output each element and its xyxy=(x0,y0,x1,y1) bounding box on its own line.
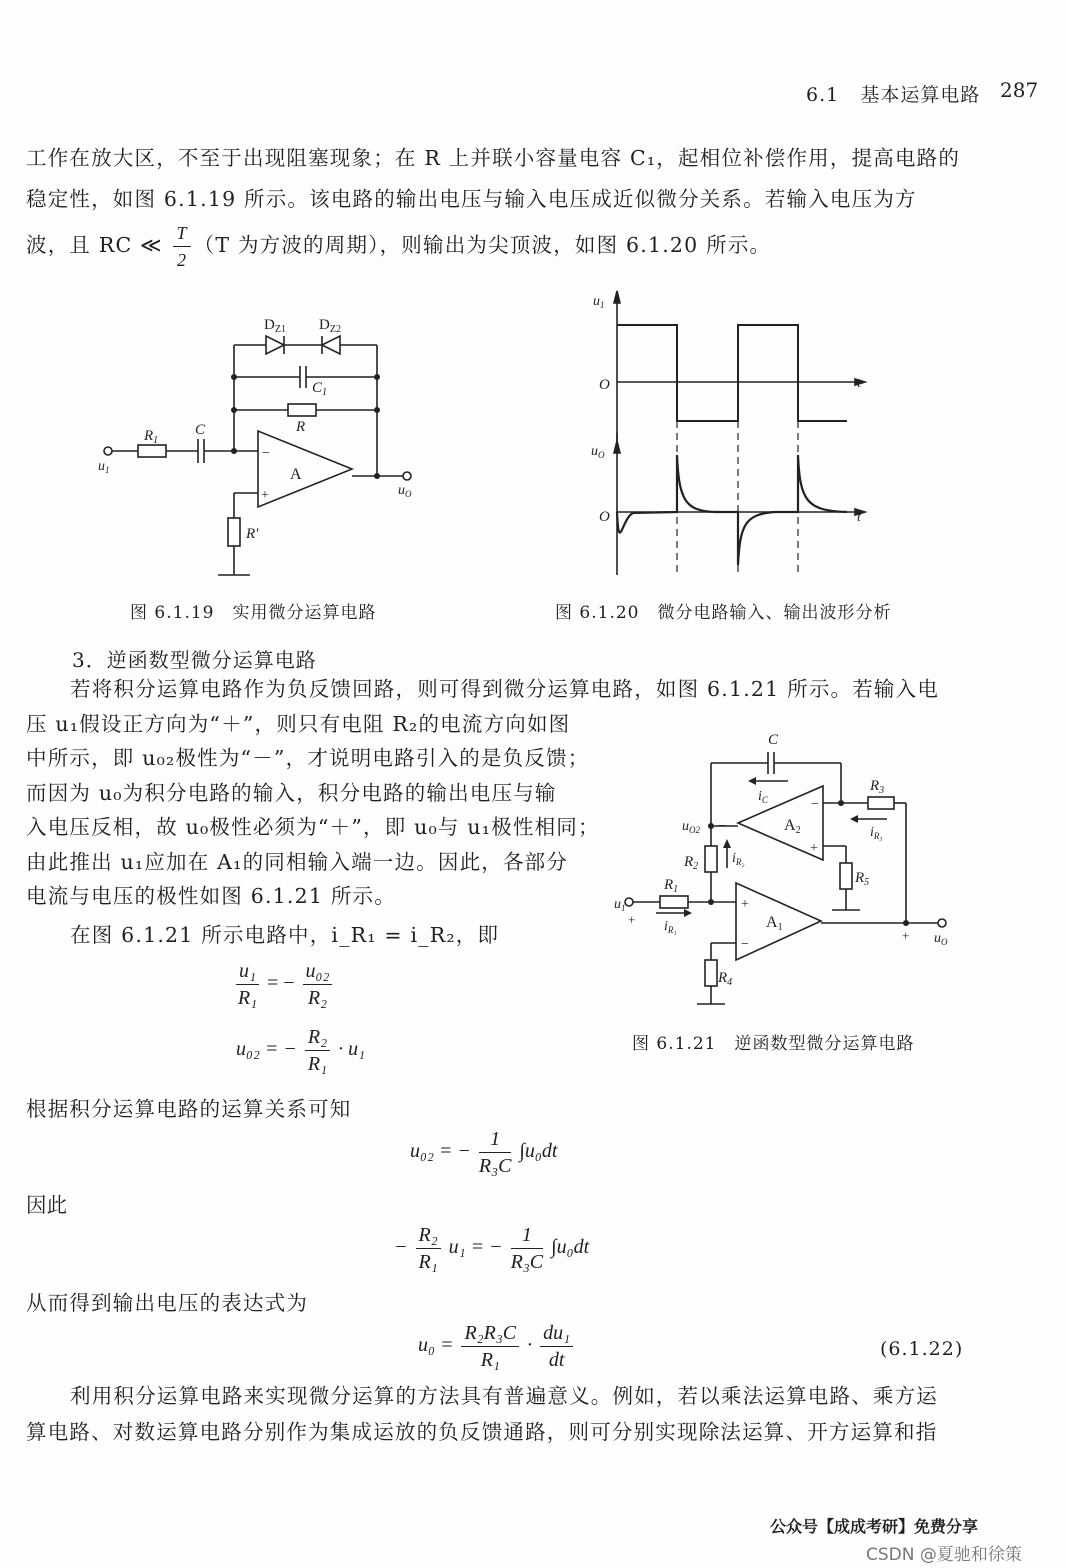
para1-line3: 波，且 RC ≪ $\frac{T}{2}$ （T 为方波的周期），则输出为尖顶波，如图 6.1.20 所示。 xyxy=(26,220,976,273)
label-dz1: $D_{Z1}$ xyxy=(264,317,286,335)
paragraph-3 xyxy=(26,1378,976,1450)
label-c: C xyxy=(768,732,779,748)
label-c: C xyxy=(195,422,206,438)
csdn-watermark: CSDN @夏驰和徐策 xyxy=(866,1545,1022,1565)
para3-line1: 利用积分运算电路来实现微分运算的方法具有普遍意义。例如，若以乘法运算电路、乘方运 xyxy=(70,1384,938,1408)
para2-line7: 电流与电压的极性如图 6.1.21 所示。 xyxy=(26,884,396,908)
para1-line1: 工作在放大区，不至于出现阻塞现象；在 R 上并联小容量电容 C₁，起相位补偿作用，提高电路的 xyxy=(26,146,961,170)
uo2-minus: − xyxy=(718,819,726,834)
footer-share-text: 公众号【成成考研】免费分享 xyxy=(770,1517,979,1536)
text-hence: 因此 xyxy=(26,1193,67,1217)
caption-6-1-21: 图 6.1.21 逆函数型微分运算电路 xyxy=(632,1034,915,1054)
t-over-2: $\frac{T}{2}$ xyxy=(173,220,190,273)
label-a2: A2 xyxy=(784,817,801,836)
label-rprime: R′ xyxy=(246,526,259,542)
label-r4: $R_4$ xyxy=(718,970,733,988)
a2-plus: + xyxy=(810,841,818,856)
equation-4: − $\frac{\text{R₂}}{\text{R₁}}$ u₁ = − $\frac{1}{\text{R₃C}}$ ∫u₀dt xyxy=(394,1224,590,1273)
label-ic: $i_C$ xyxy=(758,789,768,805)
label-t-top: t xyxy=(857,376,861,391)
para3-line2: 算电路、对数运算电路分别作为集成运放的负反馈通路，则可分别实现除法运算、开方运算和指 xyxy=(26,1420,938,1444)
para2-line6: 由此推出 u₁应加在 A₁的同相输入端一边。因此，各部分 xyxy=(26,849,569,874)
label-u1: $u_1$ xyxy=(593,294,605,310)
equation-3: u₀₂ = − $\frac{1}{\text{R₃C}}$ ∫u₀dt xyxy=(410,1128,558,1177)
label-c1: $C_1$ xyxy=(312,380,328,398)
label-uo2: $u_{O2}$ xyxy=(682,819,700,835)
para2-line3: 中所示，即 u₀₂极性为“－”，才说明电路引入的是负反馈； xyxy=(26,746,590,770)
equation-5: u₀ = $\frac{\text{R₂R₃C}}{\text{R₁}}$ · $\frac{\text{du₁}}{dt}$ xyxy=(418,1320,576,1373)
label-uo: $u_O$ xyxy=(591,444,605,460)
label-ir2: $i_{R_2}$ xyxy=(732,851,745,867)
caption-6-1-19: 图 6.1.19 实用微分运算电路 xyxy=(130,603,377,623)
label-u1: $u_1$ xyxy=(98,459,110,475)
running-header xyxy=(806,80,980,107)
label-r3: $R_3$ xyxy=(870,778,885,796)
a2-minus: − xyxy=(811,797,819,812)
equation-number: (6.1.22) xyxy=(880,1338,964,1360)
page-number: 287 xyxy=(1000,78,1039,102)
label-origin-top: O xyxy=(599,377,610,393)
section-3-title: 3．逆函数型微分运算电路 xyxy=(72,648,317,672)
label-dz2: $D_{Z2}$ xyxy=(319,317,341,335)
figure-6-1-19-circuit xyxy=(90,300,430,585)
label-t-bottom: t xyxy=(857,510,861,525)
paragraph-1 xyxy=(26,138,976,273)
label-minus: − xyxy=(262,446,270,461)
uo-plus: + xyxy=(902,928,910,943)
label-amp: A xyxy=(290,466,302,483)
label-r1: $R_1$ xyxy=(144,428,159,446)
para1-line2: 稳定性，如图 6.1.19 所示。该电路的输出电压与输入电压成近似微分关系。若输入电压为方 xyxy=(26,187,917,211)
label-r1: $R_1$ xyxy=(664,877,679,895)
a1-minus: − xyxy=(741,937,749,952)
caption-6-1-20: 图 6.1.20 微分电路输入、输出波形分析 xyxy=(555,603,892,623)
para2-line2: 压 u₁假设正方向为“＋”，则只有电阻 R₂的电流方向如图 xyxy=(26,711,571,736)
label-origin-bottom: O xyxy=(599,509,610,525)
label-uo: $u_O$ xyxy=(398,483,412,499)
label-r: R xyxy=(296,419,306,435)
label-u1: $u_1$ xyxy=(614,897,626,913)
a1-plus: + xyxy=(741,897,749,912)
label-r2: $R_2$ xyxy=(684,854,699,872)
label-ir3: $i_{R_3}$ xyxy=(870,825,883,841)
u1-plus: + xyxy=(628,912,636,927)
para2-line1: 若将积分运算电路作为负反馈回路，则可得到微分运算电路，如图 6.1.21 所示。若输入电 xyxy=(70,677,940,701)
figure-6-1-21-circuit xyxy=(608,728,968,1013)
header-section: 6.1 xyxy=(806,84,840,106)
header-title: 基本运算电路 xyxy=(860,84,981,106)
label-ir1: $i_{R_1}$ xyxy=(664,919,677,935)
equation-2: u₀₂ = − $\frac{\text{R₂}}{\text{R₁}}$ · u₁ xyxy=(236,1026,366,1075)
label-a1: A1 xyxy=(766,914,783,933)
para2-line8: 在图 6.1.21 所示电路中，i_R₁ = i_R₂，即 xyxy=(70,922,500,947)
para2-line5: 入电压反相，故 u₀极性必须为“＋”，即 u₀与 u₁极性相同； xyxy=(26,815,600,839)
para2-line4: 而因为 u₀为积分电路的输入，积分电路的输出电压与输 xyxy=(26,780,557,805)
equation-1: $\frac{\text{u₁}}{\text{R₁}}$ = − $\frac{\text{u₀₂}}{\text{R₂}}$ xyxy=(233,958,335,1011)
label-plus: + xyxy=(261,488,269,503)
figure-6-1-20-waveforms xyxy=(585,285,875,585)
text-output: 从而得到输出电压的表达式为 xyxy=(26,1291,309,1315)
text-according: 根据积分运算电路的运算关系可知 xyxy=(26,1097,352,1121)
label-r5: $R_5$ xyxy=(855,870,870,888)
label-uo: $u_O$ xyxy=(934,931,948,947)
